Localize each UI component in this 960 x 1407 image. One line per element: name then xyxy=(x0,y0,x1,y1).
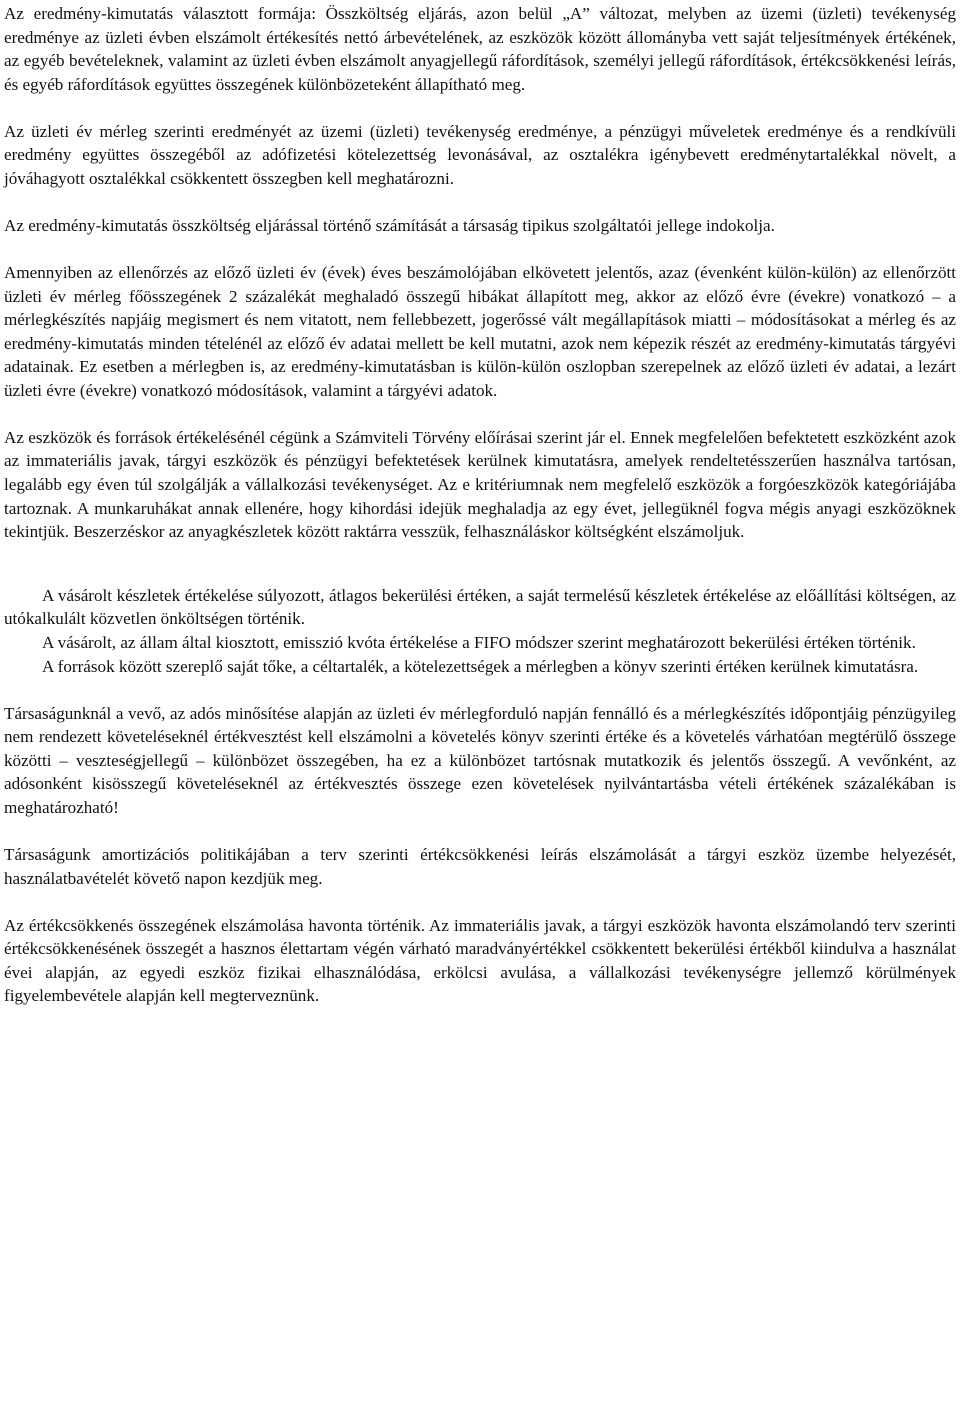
paragraph-emission-quota: A vásárolt, az állam által kiosztott, emisszió kvóta értékelése a FIFO módszer szerint meghatározott bekerülési értéken történik. xyxy=(42,633,916,653)
paragraph-amortization-policy: Társaságunk amortizációs politikájában a terv szerinti értékcsökkenési leírás elszámolását a tárgyi eszköz üzembe helyezését, használatbavételét követő napon kezdjük meg. xyxy=(4,844,956,888)
paragraph-income-statement-form: Az eredmény-kimutatás választott formája: Összköltség eljárás, azon belül „A” változat, melyben az üzemi (üzleti) tevékenység eredménye az üzleti évben elszámolt értékesítés nettó árbevételének, az eszközök között állományba vett saját teljesítmények értékének, az egyéb bevételeknek, valamint az üzleti évben elszámolt anyagjellegű ráfordítások, személyi jellegű ráfordítások, értékcsökkenési leírás, és egyéb ráfordítások együttes összegének különbözeteként állapítható meg. xyxy=(4,4,956,94)
paragraph-balance-sheet-result: Az üzleti év mérleg szerinti eredményét az üzemi (üzleti) tevékenység eredménye, a pénzügyi műveletek eredménye és a rendkívüli eredmény együttes összegéből az adófizetési kötelezettség levonásával, az osztalékra igénybevett eredménytartalékkal növelt, a jóváhagyott osztalékkal csökkentett összegben kell meghatározni. xyxy=(4,121,956,188)
paragraph-liabilities-valuation: A források között szereplő saját tőke, a céltartalék, a kötelezettségek a mérlegben a könyv szerinti értéken kerülnek kimutatásra. xyxy=(42,656,919,676)
paragraph-asset-valuation: Az eszközök és források értékelésénél cégünk a Számviteli Törvény előírásai szerint jár el. Ennek megfelelően befektetett eszközként azok az immateriális javak, tárgyi eszközök és pénzügyi befektetések kerülnek kimutatásra, amelyek rendeltetésszerűen használva tartósan, legalább egy éven túl szolgálják a vállalkozási tevékenységet. Az e kritériumnak nem megfelelő eszközök a forgóeszközök kategóriájába tartoznak. A munkaruhákat annak ellenére, hogy kihordási idejük meghaladja az egy évet, jellegüknél fogva mégis anyagi eszközöknek tekintjük. Beszerzéskor az anyagkészletek között raktárra vesszük, felhasználáskor költségként elszámoljuk. xyxy=(4,427,956,542)
paragraph-cost-method-justification: Az eredmény-kimutatás összköltség eljárással történő számítását a társaság tipikus szolgáltatói jellege indokolja. xyxy=(4,215,775,235)
paragraph-depreciation-accounting: Az értékcsökkenés összegének elszámolása havonta történik. Az immateriális javak, a tárgyi eszközök havonta elszámolandó terv szerinti értékcsökkenésének összegét a hasznos élettartam végén várható maradványértékkel csökkentett bekerülési értékből kiindulva a használat évei alapján, az egyedi eszköz fizikai elhasználódása, erkölcsi avulása, a vállalkozási tevékenységre jellemző körülmények figyelembevétele alapján kell megterveznünk. xyxy=(4,915,956,1006)
paragraph-impairment: Társaságunknál a vevő, az adós minősítése alapján az üzleti év mérlegforduló napján fennálló és a mérlegkészítés időpontjáig pénzügyileg nem rendezett követeléseknél értékvesztést kell elszámolni a követelés könyv szerinti értéke és a követelés várhatóan megtérülő összege közötti – veszteségjellegű – különbözet összegében, ha ez a különbözet tartósnak mutatkozik és jelentős összegű. A vevőnként, az adósonként kisösszegű követeléseknél az értékvesztés összege ezen követelések nyilvántartásba vételi értékének százalékában is meghatározható! xyxy=(4,703,956,817)
paragraph-prior-year-errors: Amennyiben az ellenőrzés az előző üzleti év (évek) éves beszámolójában elkövetett jelentős, azaz (évenként külön-külön) az ellenőrzött üzleti év mérleg főösszegének 2 százalékát meghaladó összegű hibákat állapított meg, akkor az előző évre (évekre) vonatkozó – a mérlegkészítés napjáig megismert és nem vitatott, nem fellebbezett, jogerőssé vált megállapítások miatti – módosításokat a mérleg és az eredmény-kimutatás minden tételénél az előző év adatai mellett be kell mutatni, azok nem képezik részét az eredmény-kimutatás tárgyévi adatainak. Ez esetben a mérlegben is, az eredmény-kimutatásban is külön-külön oszlopban szerepelnek az előző üzleti év adatai, a lezárt üzleti évre (évekre) vonatkozó módosítások, valamint a tárgyévi adatok. xyxy=(4,262,956,400)
paragraph-inventory-valuation: A vásárolt készletek értékelése súlyozott, átlagos bekerülési értéken, a saját termelésű készletek értékelése az előállítási költségen, az utókalkulált közvetlen önköltségen történik. xyxy=(4,585,956,629)
